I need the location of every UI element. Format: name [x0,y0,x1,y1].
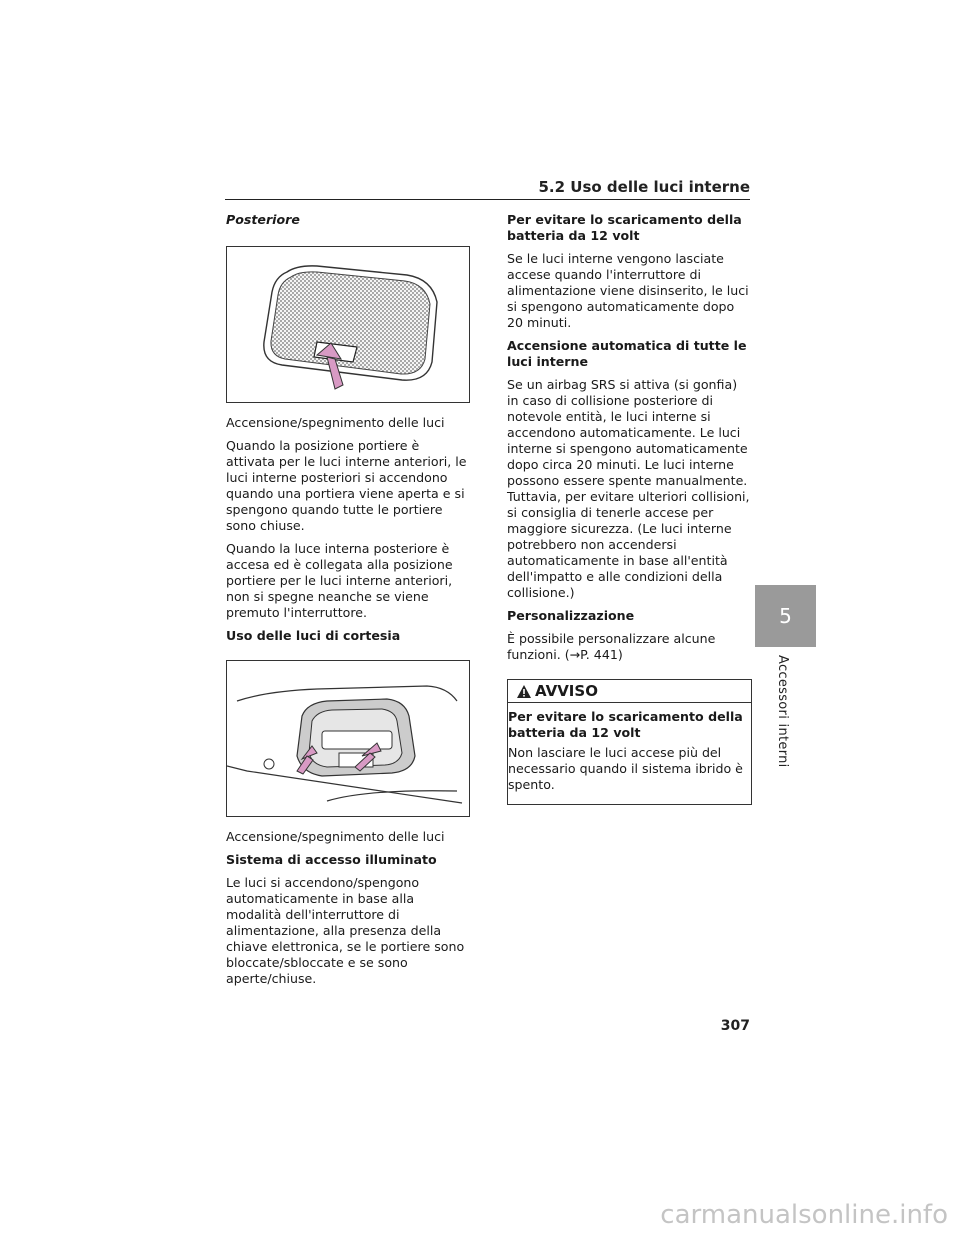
warning-body [508,703,751,804]
courtesy-light-figure [226,660,470,817]
auto-on-text: Se un airbag SRS si attiva (si gonfia) in caso di collisione posteriore di notevole entità, le luci interne si accendono automaticamente. Le luci interne si spengono automaticamente dopo circa 20 minuti. Le luci interne possono essere spente manualmente. Tuttavia, per evitare ulteriori collisioni, si consiglia di tenerle accese per maggiore sicurezza. (Le luci interne potrebbero non accendersi automaticamente in base all'entità dell'impatto e alle condizioni della collisione.) [507,377,750,600]
chapter-number: 5 [779,604,792,628]
chapter-tab[interactable] [755,585,816,647]
paragraph-door-position: Quando la posizione portiere è attivata per le luci interne anteriori, le luci interne posteriori si accendono quando una portiera viene aperta e si spengono quando tutte le portiere sono chiuse. [226,438,467,533]
rear-light-figure [226,246,470,403]
header-rule [225,199,750,200]
section-header-title: 5.2 Uso delle luci interne [538,178,750,196]
battery-text: Se le luci interne vengono lasciate accese quando l'interruttore di alimentazione viene disinserito, le luci si spengono automaticamente dopo 20 minuti. [507,251,749,330]
chapter-label: Accessori interni [775,655,790,768]
warning-text: Non lasciare le luci accese più del necessario quando il sistema ibrido è spento. [508,745,743,792]
warning-title-bar [508,680,751,703]
caption-rear-light: Accensione/spegnimento delle luci [226,415,445,430]
courtesy-light-illustration [227,661,469,816]
right-column [507,212,751,805]
caption-courtesy-light: Accensione/spegnimento delle luci [226,829,445,844]
auto-on-heading: Accensione automatica di tutte le luci interne [507,338,747,369]
courtesy-heading: Uso delle luci di cortesia [226,628,401,643]
paragraph-rear-light-linked: Quando la luce interna posteriore è accesa ed è collegata alla posizione portiere per le luci interne anteriori, non si spegne neanche se viene premuto l'interruttore. [226,541,453,620]
illuminated-entry-text: Le luci si accendono/spengono automaticamente in base alla modalità dell'interruttore di alimentazione, alla presenza della chiave elettronica, se le portiere sono bloccate/sbloccate e se sono aperte/chiuse. [226,875,465,986]
customization-heading: Personalizzazione [507,608,635,623]
page-number: 307 [720,1018,750,1034]
battery-heading: Per evitare lo scaricamento della batteria da 12 volt [507,212,742,243]
customization-text: È possibile personalizzare alcune funzioni. (→P. 441) [507,631,716,662]
rear-dome-light-illustration [227,247,469,402]
warning-triangle-icon [516,684,532,699]
warning-title: AVVISO [535,682,598,700]
warning-heading: Per evitare lo scaricamento della batteria da 12 volt [508,709,743,740]
left-column [226,212,472,994]
illuminated-entry-heading: Sistema di accesso illuminato [226,852,437,867]
warning-box [507,679,752,805]
watermark: carmanualsonline.info [660,1200,948,1230]
rear-heading: Posteriore [226,212,300,227]
